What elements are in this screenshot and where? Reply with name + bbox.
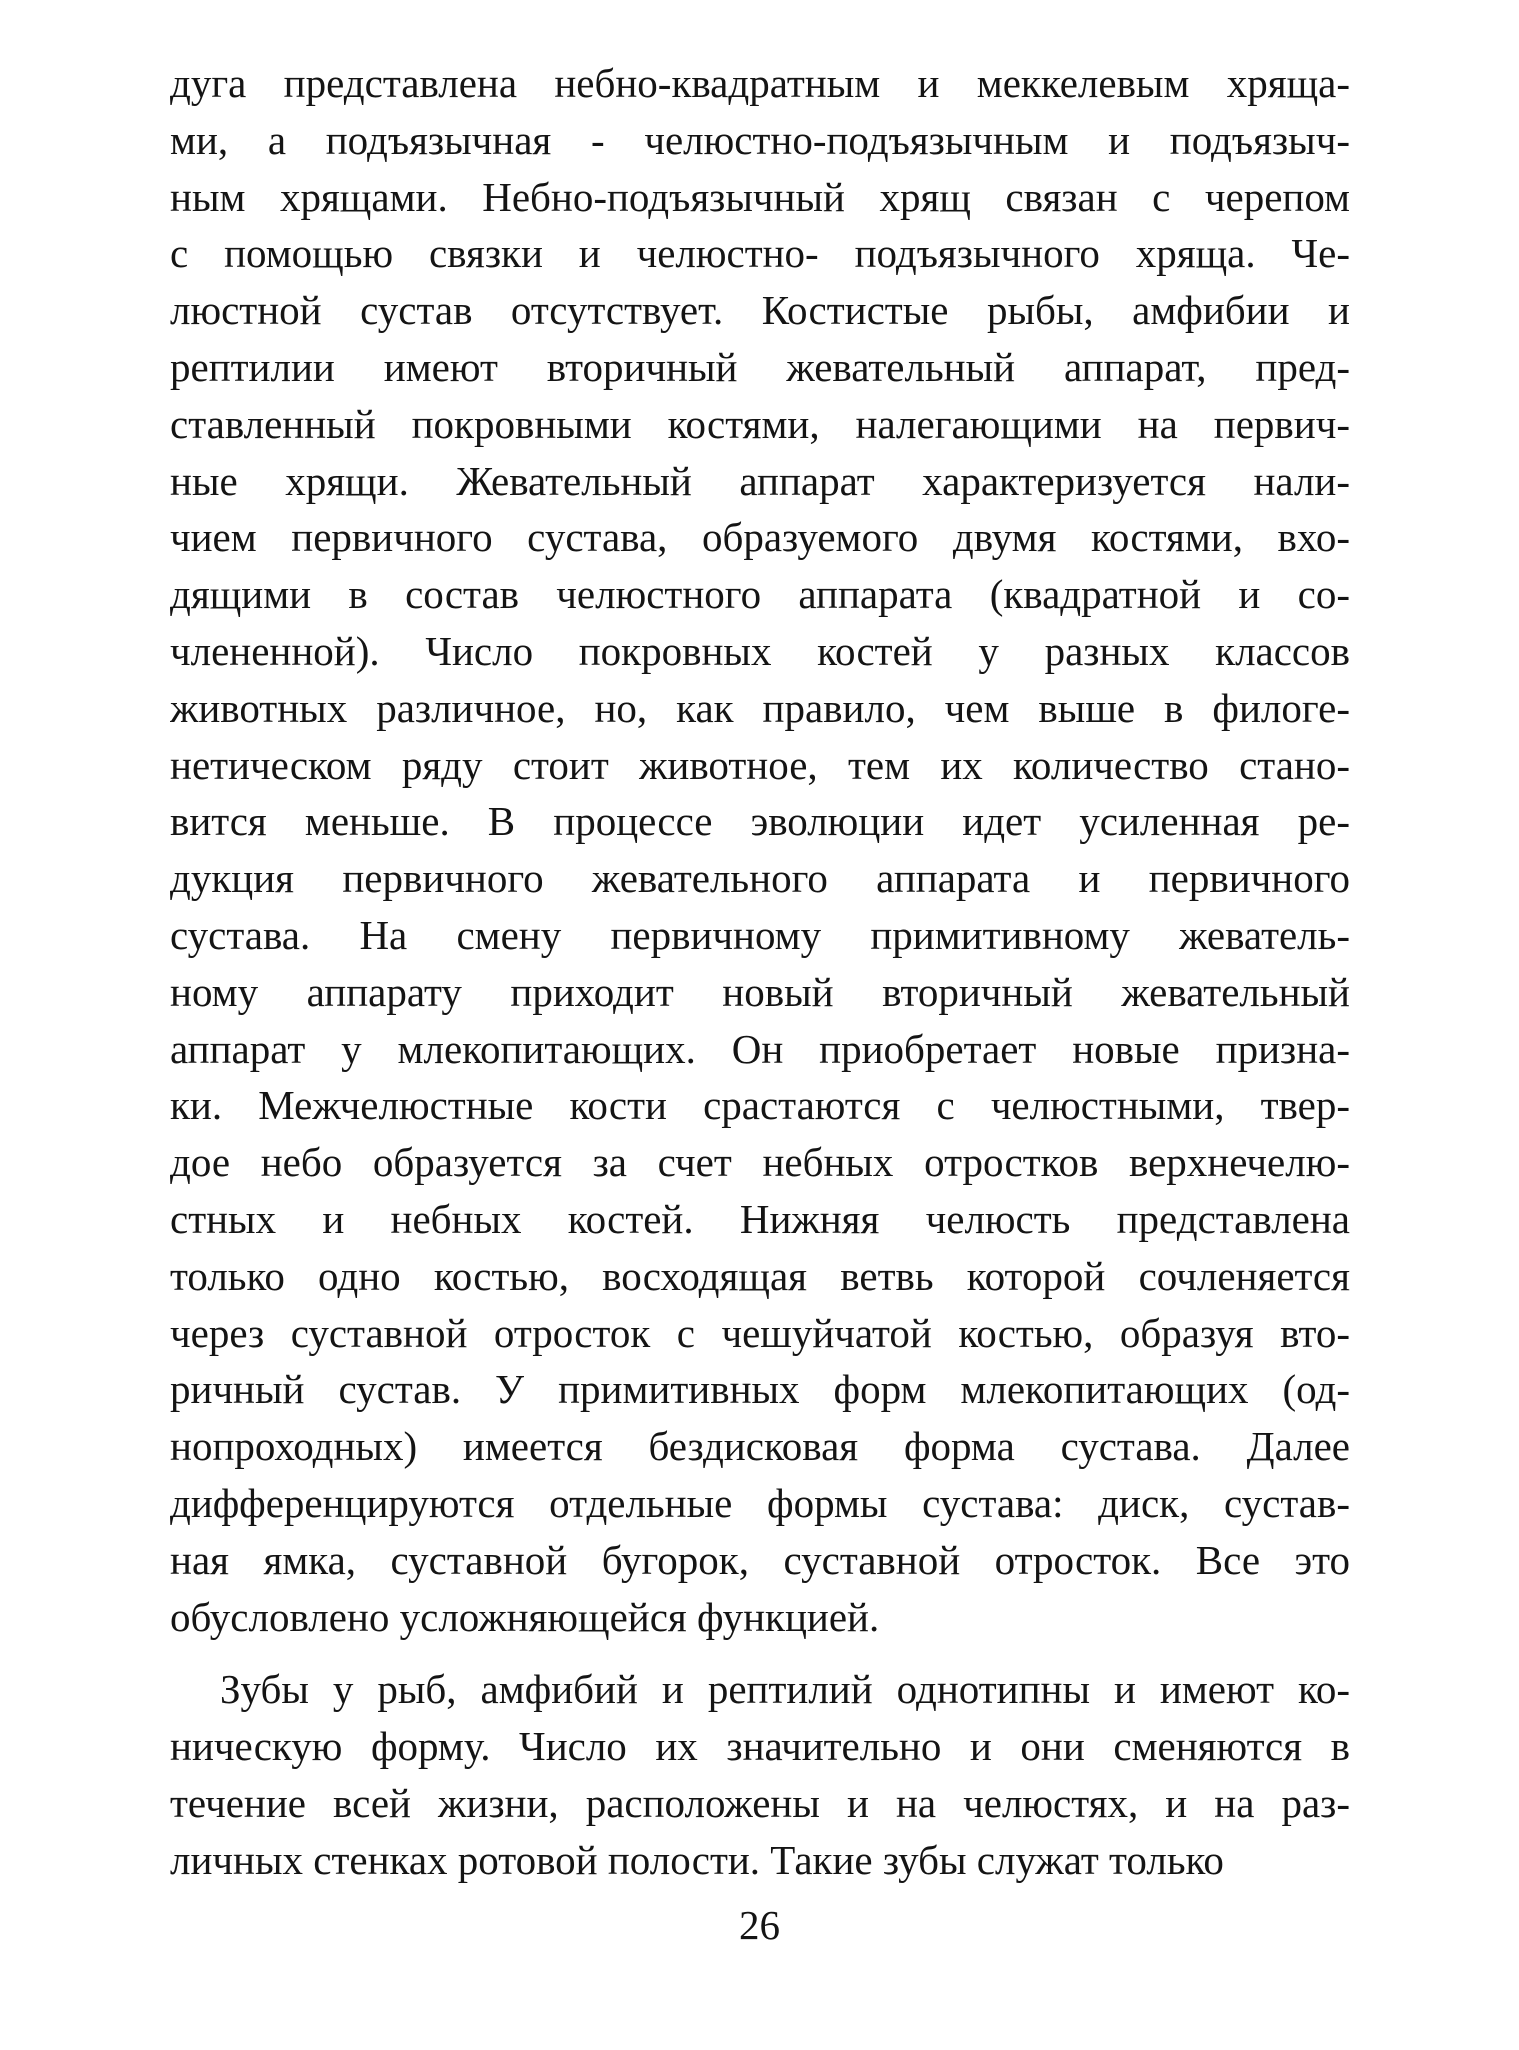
text-line: дящими в состав челюстного аппарата (квадратной и со-: [170, 571, 1350, 618]
body-text: [170, 55, 1350, 1889]
text-line: ническую форму. Число их значительно и они сменяются в: [170, 1723, 1350, 1770]
text-line: ным хрящами. Небно-подъязычный хрящ связан с черепом: [170, 173, 1350, 220]
text-line: члененной). Число покровных костей у разных классов: [170, 627, 1350, 674]
paragraph-2: [170, 1661, 1350, 1888]
text-line: ная ямка, суставной бугорок, суставной отросток. Все это: [170, 1536, 1350, 1583]
text-line: чием первичного сустава, образуемого двумя костями, вхо-: [170, 514, 1350, 561]
text-line: ми, а подъязычная - челюстно-подъязычным и подъязыч-: [170, 116, 1350, 163]
text-line: нетическом ряду стоит животное, тем их количество стано-: [170, 741, 1350, 788]
text-line: ки. Межчелюстные кости срастаются с челюстными, твер-: [170, 1082, 1350, 1129]
text-line: сустава. На смену первичному примитивному жеватель-: [170, 911, 1350, 958]
text-line: аппарат у млекопитающих. Он приобретает новые призна-: [170, 1025, 1350, 1072]
text-line: ричный сустав. У примитивных форм млекопитающих (од-: [170, 1366, 1350, 1413]
text-line: течение всей жизни, расположены и на челюстях, и на раз-: [170, 1779, 1350, 1826]
text-line: рептилии имеют вторичный жевательный аппарат, пред-: [170, 343, 1350, 390]
text-line: животных различное, но, как правило, чем выше в филоге-: [170, 684, 1350, 731]
text-line: дукция первичного жевательного аппарата и первичного: [170, 855, 1350, 902]
text-line: через суставной отросток с чешуйчатой костью, образуя вто-: [170, 1309, 1350, 1356]
text-line: Зубы у рыб, амфибий и рептилий однотипны и имеют ко-: [220, 1666, 1350, 1713]
text-line: стных и небных костей. Нижняя челюсть представлена: [170, 1195, 1350, 1242]
text-line: люстной сустав отсутствует. Костистые рыбы, амфибии и: [170, 287, 1350, 334]
text-line: обусловлено усложняющейся функцией.: [170, 1593, 880, 1640]
text-line: ному аппарату приходит новый вторичный жевательный: [170, 968, 1350, 1015]
text-line: дуга представлена небно-квадратным и меккелевым хряща-: [170, 60, 1350, 106]
text-line: дое небо образуется за счет небных отростков верхнечелю-: [170, 1139, 1350, 1186]
text-line: нопроходных) имеется бездисковая форма сустава. Далее: [170, 1423, 1350, 1470]
text-line: ставленный покровными костями, налегающими на первич-: [170, 400, 1350, 447]
text-line: только одно костью, восходящая ветвь которой сочленяется: [170, 1252, 1350, 1299]
paragraph-1: [170, 55, 1350, 1645]
paragraph-gap: [170, 1645, 1350, 1661]
text-line: вится меньше. В процессе эволюции идет усиленная ре-: [170, 798, 1350, 845]
text-line: дифференцируются отдельные формы сустава: диск, сустав-: [170, 1479, 1350, 1526]
text-line: личных стенках ротовой полости. Такие зубы служат только: [170, 1836, 1224, 1883]
text-line: ные хрящи. Жевательный аппарат характеризуется нали-: [170, 457, 1350, 504]
page-number: 26: [739, 1902, 780, 1948]
text-line: с помощью связки и челюстно- подъязычного хряща. Че-: [170, 230, 1350, 277]
